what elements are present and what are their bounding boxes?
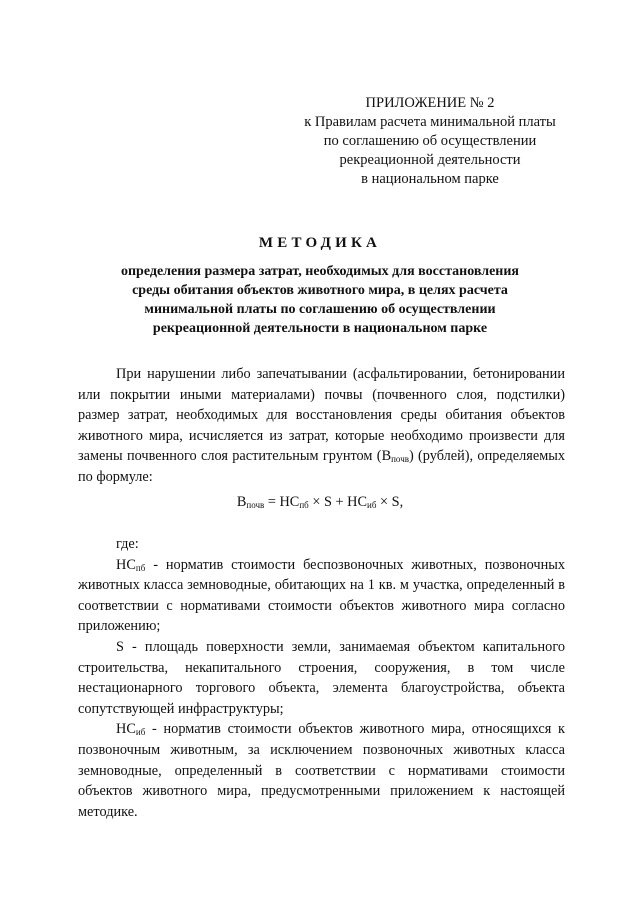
formula: $В_{почв} = НС_{пб} \times S + НС_{иб} \times S$, xyxy=(236,494,404,510)
definitions-block xyxy=(78,534,565,822)
definition-ncpb: $НС_{пб}$ - норматив стоимости беспозвоночных животных, позвоночных животных класса земноводные, обитающих на 1 кв. м участка, определенный в соответствии с нормативами стоимости объектов животного мира согласно приложению; xyxy=(78,556,565,635)
appendix-ref-line: рекреационной деятельности xyxy=(339,152,521,168)
symbol-subscript: почв xyxy=(391,454,409,465)
appendix-ref-line: в национальном парке xyxy=(361,171,499,187)
subtitle-line: определения размера затрат, необходимых для восстановления xyxy=(120,264,519,279)
appendix-ref-line: по соглашению об осуществлении xyxy=(323,133,537,149)
appendix-header xyxy=(280,94,580,189)
intro-paragraph: При нарушении либо запечатывании (асфальтировании, бетонировании или покрытии иными материалами) почвы (почвенного слоя, подстилки) размер затрат, необходимых для восстановления среды обитания объектов животного мира, исчисляется из затрат, которые необходимо произвести для замены почвенного слоя растительным грунтом $(В_{почв})$ (рублей), определяемых по формуле: xyxy=(78,366,566,485)
symbol-b: В xyxy=(381,448,392,465)
intro-block xyxy=(78,364,565,488)
where-label: где: xyxy=(116,536,139,552)
definition-ncib: $НС_{иб}$ - норматив стоимости объектов животного мира, относящихся к позвоночным животным, за исключением позвоночных животных класса земноводные, определенный в соответствии с нормативами стоимости объектов животного мира, предусмотренными приложением к настоящей методике. xyxy=(78,721,565,820)
subtitle-line: среды обитания объектов животного мира, в целях расчета xyxy=(132,283,508,298)
appendix-number: ПРИЛОЖЕНИЕ № 2 xyxy=(365,95,495,111)
appendix-ref-line: к Правилам расчета минимальной платы xyxy=(304,114,556,130)
document-subtitle xyxy=(80,262,560,338)
document-title: МЕТОДИКА xyxy=(258,235,382,251)
subtitle-line: минимальной платы по соглашению об осуществлении xyxy=(144,302,496,317)
definition-s: S - площадь поверхности земли, занимаемая объектом капитального строительства, некапитального строения, сооружения, в том числе нестационарного торгового объекта, элемента благоустройства, объекта сопутствующей инфраструктуры; xyxy=(78,638,565,717)
subtitle-line: рекреационной деятельности в национальном парке xyxy=(152,321,488,336)
